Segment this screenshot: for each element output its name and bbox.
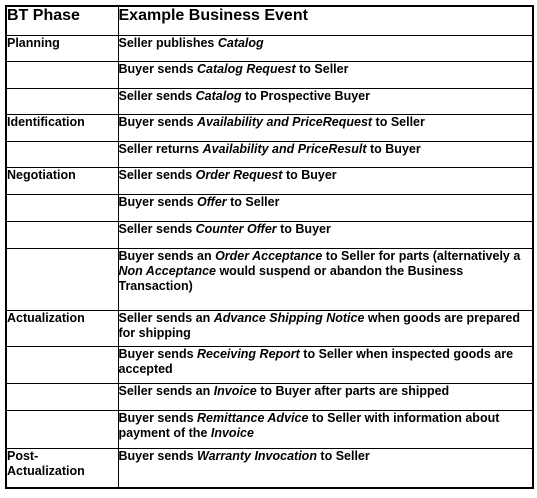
event-cell bbox=[118, 411, 533, 449]
table-row bbox=[6, 449, 533, 488]
phase-label: Post- bbox=[7, 449, 39, 463]
phase-cell bbox=[6, 89, 118, 115]
phase-cell bbox=[6, 62, 118, 89]
event-cell bbox=[118, 384, 533, 411]
phase-cell bbox=[6, 411, 118, 449]
phase-cell bbox=[6, 36, 118, 62]
document-name: Availability and PriceRequest bbox=[197, 115, 373, 129]
event-text: Seller sends an bbox=[118, 384, 214, 398]
header-example-business-event: Example Business Event bbox=[118, 6, 533, 36]
document-name: Counter Offer bbox=[195, 222, 277, 236]
event-text: Seller sends an bbox=[118, 311, 214, 325]
event-text: Seller returns bbox=[118, 142, 203, 156]
event-text: Seller sends bbox=[118, 222, 196, 236]
table-row bbox=[6, 222, 533, 249]
document-name: Warranty Invocation bbox=[197, 449, 317, 463]
document-name: Remittance Advice bbox=[197, 411, 309, 425]
document-name: Invoice bbox=[213, 384, 257, 398]
event-text: Buyer sends an bbox=[118, 249, 216, 263]
document-name: Catalog bbox=[217, 36, 264, 50]
document-name: Availability and PriceResult bbox=[202, 142, 367, 156]
event-text: Buyer sends bbox=[118, 62, 198, 76]
event-text: to Buyer after parts are shipped bbox=[256, 384, 450, 398]
document-name: Invoice bbox=[210, 426, 254, 440]
event-text: to Prospective Buyer bbox=[241, 89, 370, 103]
table-row bbox=[6, 36, 533, 62]
table-row bbox=[6, 195, 533, 222]
event-text: Buyer sends bbox=[118, 115, 198, 129]
event-text: Buyer sends bbox=[118, 449, 198, 463]
event-text: Buyer sends bbox=[118, 347, 198, 361]
event-text: would suspend or abandon the Business Transaction) bbox=[118, 264, 464, 293]
phase-label: Negotiation bbox=[7, 168, 76, 182]
table-row bbox=[6, 89, 533, 115]
document-name: Order Acceptance bbox=[215, 249, 323, 263]
phase-cell bbox=[6, 249, 118, 311]
table-row bbox=[6, 168, 533, 195]
phase-cell bbox=[6, 449, 118, 488]
event-text: Seller sends bbox=[118, 168, 196, 182]
phase-label: Actualization bbox=[7, 311, 85, 325]
event-cell bbox=[118, 36, 533, 62]
event-cell bbox=[118, 347, 533, 384]
event-text: to Seller with information about payment of the bbox=[118, 411, 500, 440]
table-row bbox=[6, 411, 533, 449]
event-text: Buyer sends bbox=[118, 195, 198, 209]
document-name: Non Acceptance bbox=[118, 264, 216, 278]
event-cell bbox=[118, 142, 533, 168]
event-cell bbox=[118, 249, 533, 311]
table-row bbox=[6, 142, 533, 168]
table-row bbox=[6, 62, 533, 89]
event-text: Buyer sends bbox=[118, 411, 198, 425]
phase-cell bbox=[6, 311, 118, 347]
event-text: when goods are prepared for shipping bbox=[118, 311, 520, 340]
event-cell bbox=[118, 168, 533, 195]
phase-cell bbox=[6, 222, 118, 249]
event-text: to Seller bbox=[295, 62, 349, 76]
table-row bbox=[6, 384, 533, 411]
header-row bbox=[6, 6, 533, 36]
phase-cell bbox=[6, 347, 118, 384]
phase-label: Planning bbox=[7, 36, 60, 50]
event-text: to Seller when inspected goods are accepted bbox=[118, 347, 514, 376]
event-cell bbox=[118, 62, 533, 89]
event-text: to Buyer bbox=[276, 222, 331, 236]
table-row bbox=[6, 249, 533, 311]
event-cell bbox=[118, 449, 533, 488]
event-text: to Buyer bbox=[366, 142, 421, 156]
document-name: Catalog bbox=[195, 89, 242, 103]
event-cell bbox=[118, 195, 533, 222]
event-text: to Seller bbox=[316, 449, 370, 463]
phase-cell bbox=[6, 195, 118, 222]
phase-cell bbox=[6, 142, 118, 168]
event-cell bbox=[118, 89, 533, 115]
document-name: Receiving Report bbox=[197, 347, 300, 361]
event-cell bbox=[118, 311, 533, 347]
event-text: to Seller bbox=[226, 195, 280, 209]
event-cell bbox=[118, 222, 533, 249]
phase-cell bbox=[6, 115, 118, 142]
event-text: Seller publishes bbox=[118, 36, 218, 50]
phase-label: Identification bbox=[7, 115, 85, 129]
phase-cell bbox=[6, 168, 118, 195]
table-container bbox=[5, 5, 534, 489]
event-text: to Buyer bbox=[282, 168, 337, 182]
document-name: Offer bbox=[197, 195, 227, 209]
table-row bbox=[6, 347, 533, 384]
event-text: to Seller bbox=[372, 115, 425, 129]
document-name: Order Request bbox=[195, 168, 283, 182]
table-row bbox=[6, 115, 533, 142]
document-name: Catalog Request bbox=[197, 62, 296, 76]
document-name: Advance Shipping Notice bbox=[213, 311, 365, 325]
event-cell bbox=[118, 115, 533, 142]
event-text: Seller sends bbox=[118, 89, 196, 103]
business-event-table bbox=[5, 5, 534, 489]
table-body bbox=[6, 36, 533, 488]
phase-cell bbox=[6, 384, 118, 411]
phase-label: Actualization bbox=[7, 464, 85, 478]
table-row bbox=[6, 311, 533, 347]
header-bt-phase: BT Phase bbox=[6, 6, 118, 36]
event-text: to Seller for parts (alternatively a bbox=[322, 249, 521, 263]
